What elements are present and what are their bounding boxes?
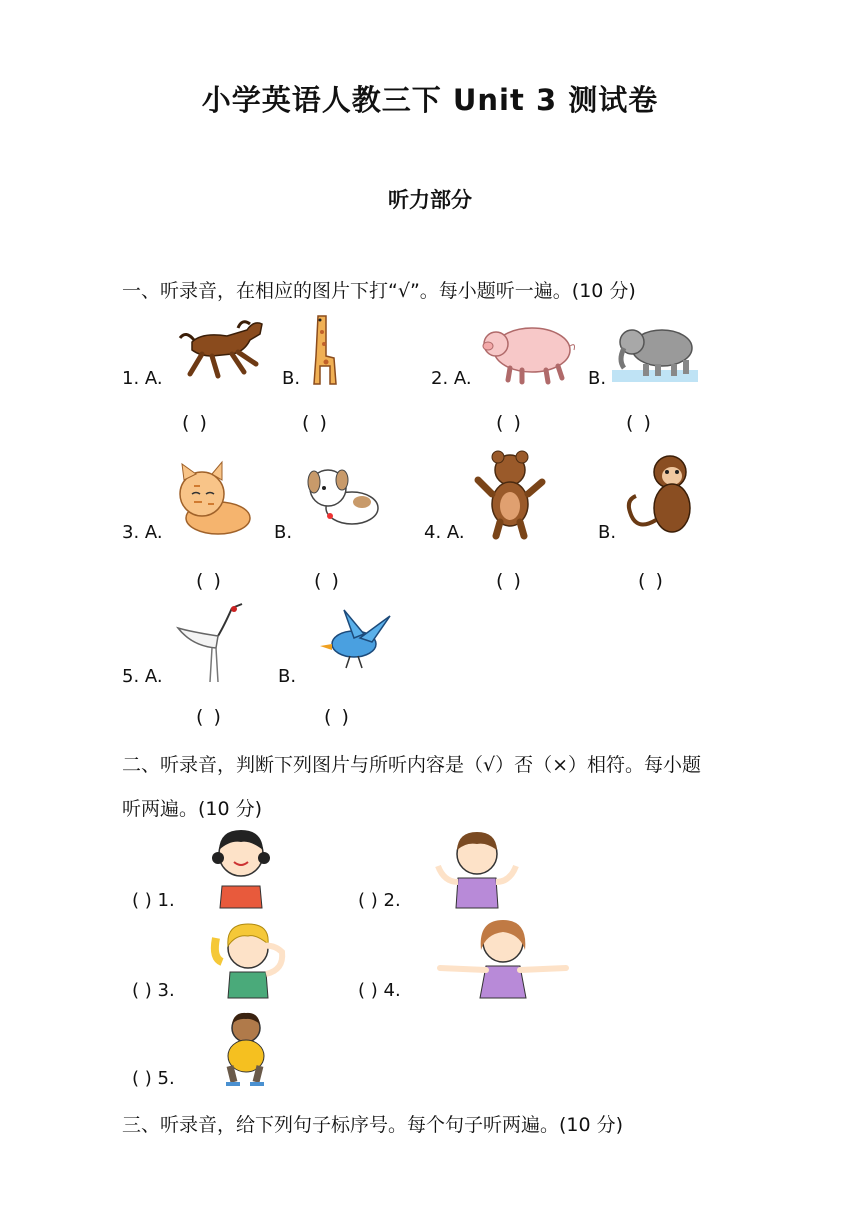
giraffe-image	[304, 312, 344, 388]
bird-image	[314, 604, 400, 676]
item4-b-label: B.	[598, 522, 617, 543]
crane-image	[172, 602, 252, 686]
answer-blank[interactable]: ( )	[182, 412, 209, 434]
horse-image	[172, 312, 272, 388]
girl-arms-open-image	[436, 916, 570, 1000]
pig-image	[480, 318, 578, 384]
item2-b-label: B.	[588, 368, 607, 389]
section1-instruction: 一、听录音，在相应的图片下打“√”。每小题听一遍。(10 分)	[122, 280, 636, 302]
answer-blank[interactable]: ( )	[324, 706, 351, 728]
boy-hugging-knees-image	[212, 1010, 284, 1086]
answer-blank[interactable]: ( )	[496, 570, 523, 592]
item4-label: 4. A.	[424, 522, 465, 543]
answer-blank[interactable]: ( )	[626, 412, 653, 434]
dog-image	[300, 458, 386, 540]
cat-image	[172, 462, 256, 540]
section3-instruction: 三、听录音，给下列句子标序号。每个句子听两遍。(10 分)	[122, 1114, 624, 1136]
item3-b-label: B.	[274, 522, 293, 543]
bear-image	[472, 450, 548, 540]
monkey-image	[622, 452, 700, 540]
item2-label: 2. A.	[431, 368, 472, 389]
answer-blank[interactable]: ( )	[496, 412, 523, 434]
judge-item-4[interactable]: ( ) 4.	[358, 980, 401, 1001]
item1-b-label: B.	[282, 368, 301, 389]
section2-instruction-line1: 二、听录音，判断下列图片与所听内容是（√）否（×）相符。每小题	[122, 754, 702, 776]
answer-blank[interactable]: ( )	[196, 706, 223, 728]
section2-instruction-line2: 听两遍。(10 分)	[122, 798, 263, 820]
judge-item-5[interactable]: ( ) 5.	[132, 1068, 175, 1089]
boy-shrugging-image	[434, 826, 520, 910]
girl-touching-head-image	[210, 918, 290, 998]
item1-label: 1. A.	[122, 368, 163, 389]
elephant-image	[612, 320, 698, 382]
judge-item-3[interactable]: ( ) 3.	[132, 980, 175, 1001]
item3-label: 3. A.	[122, 522, 163, 543]
judge-item-1[interactable]: ( ) 1.	[132, 890, 175, 911]
answer-blank[interactable]: ( )	[314, 570, 341, 592]
girl-pointing-mouth-image	[210, 826, 272, 908]
item5-label: 5. A.	[122, 666, 163, 687]
item5-b-label: B.	[278, 666, 297, 687]
section-heading: 听力部分	[388, 188, 472, 212]
answer-blank[interactable]: ( )	[302, 412, 329, 434]
page-title: 小学英语人教三下 Unit 3 测试卷	[201, 83, 659, 117]
answer-blank[interactable]: ( )	[196, 570, 223, 592]
answer-blank[interactable]: ( )	[638, 570, 665, 592]
judge-item-2[interactable]: ( ) 2.	[358, 890, 401, 911]
